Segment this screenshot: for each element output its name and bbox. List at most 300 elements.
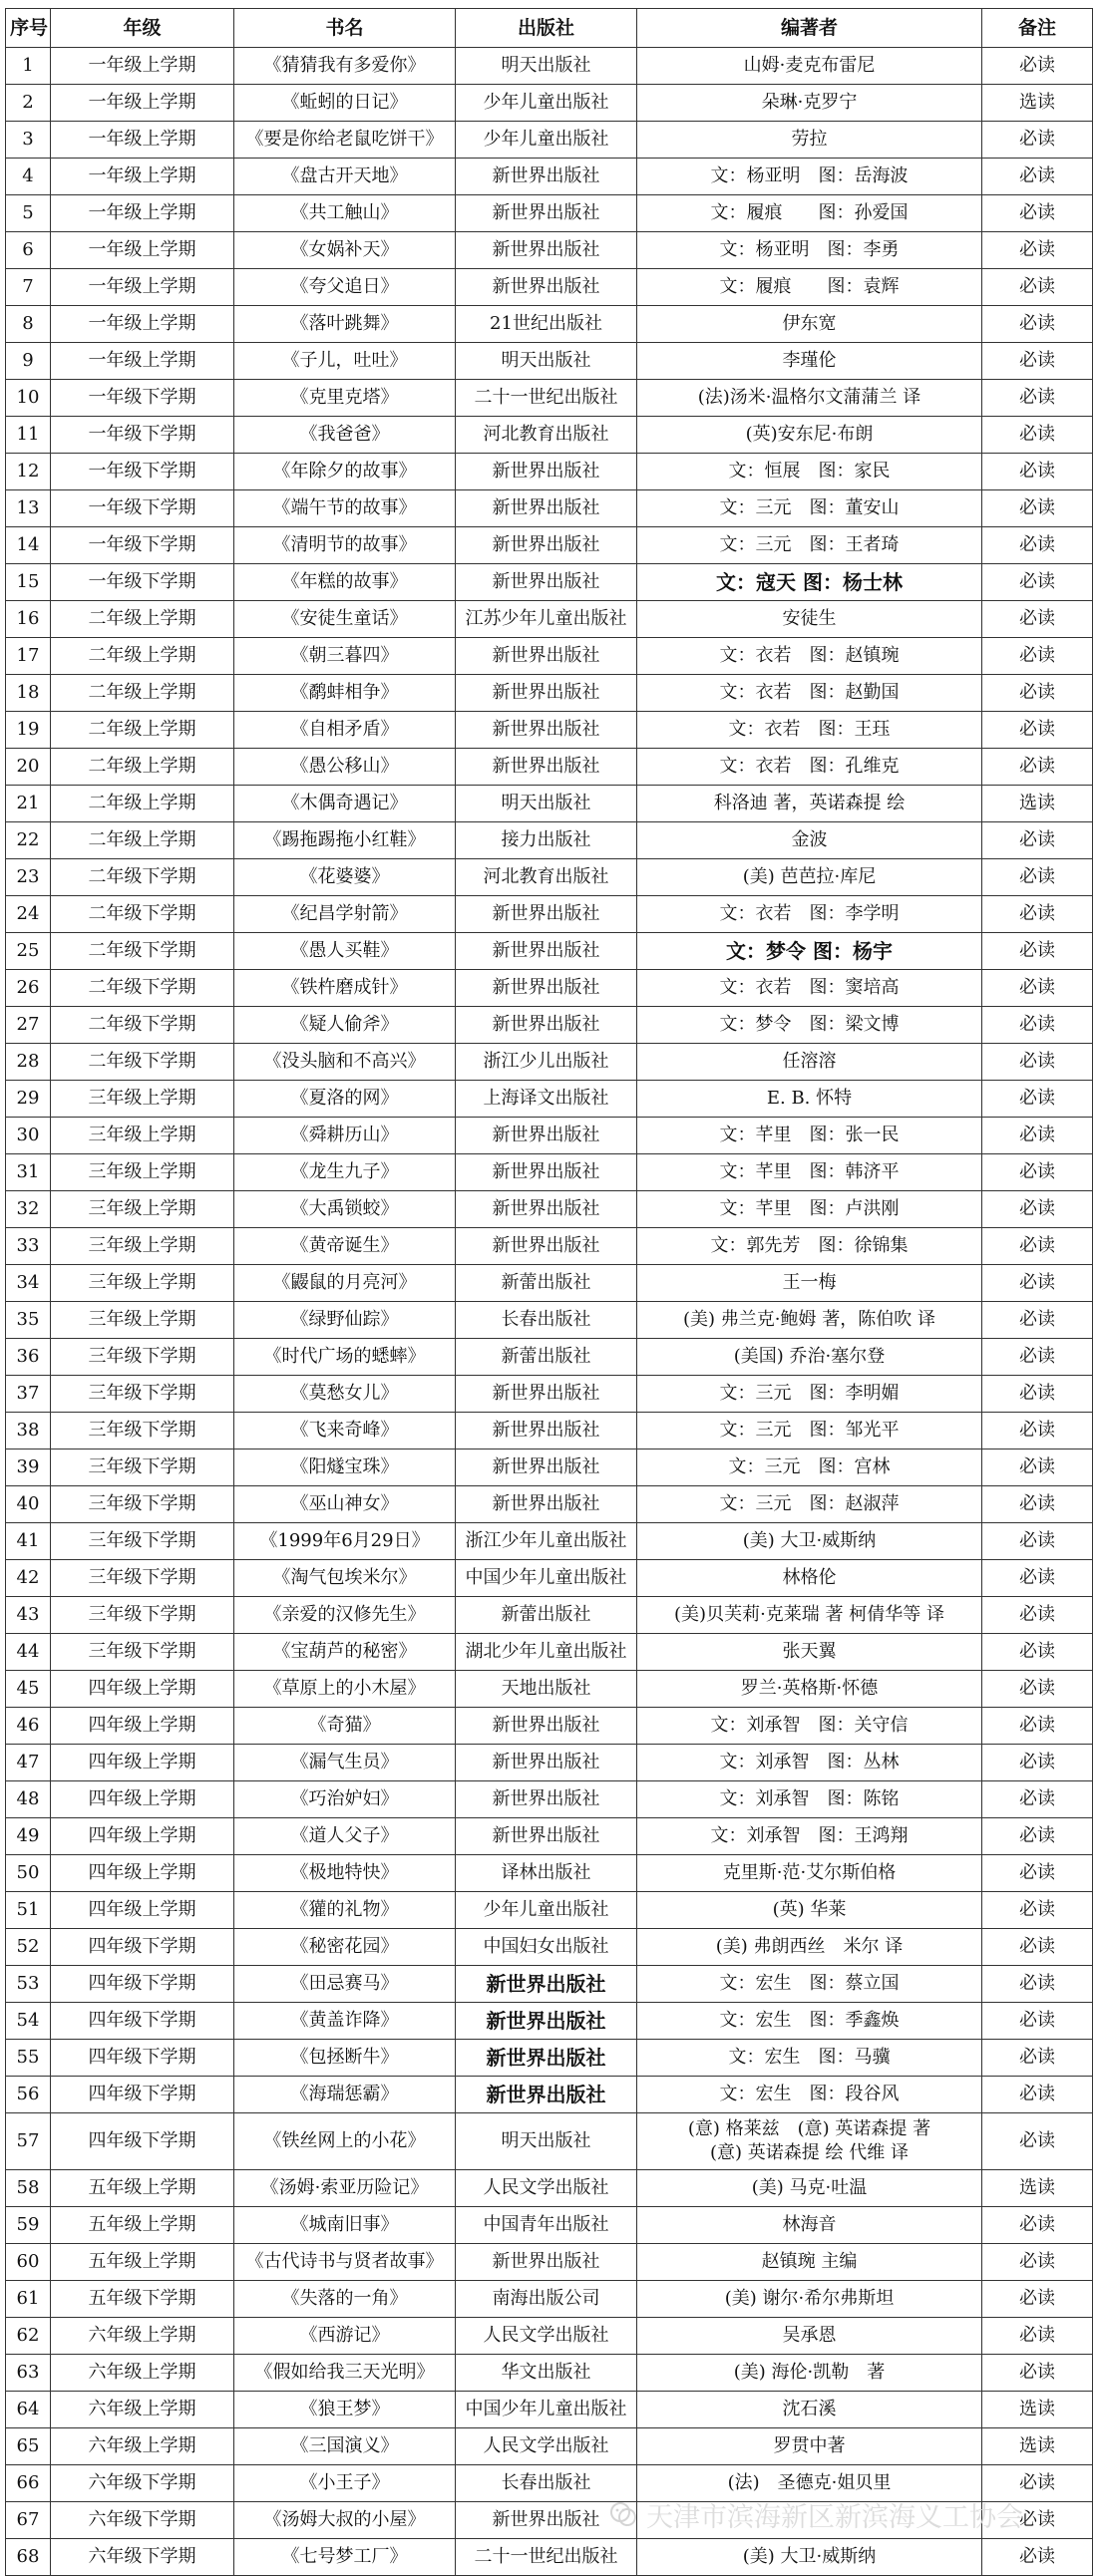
- cell-note: 必读: [982, 269, 1093, 306]
- cell-grade: 三年级下学期: [51, 1560, 234, 1597]
- cell-grade: 五年级上学期: [51, 2244, 234, 2281]
- cell-publisher: 二十一世纪出版社: [456, 2539, 637, 2576]
- cell-note: 必读: [982, 896, 1093, 933]
- cell-grade: 二年级下学期: [51, 933, 234, 970]
- cell-index: 68: [6, 2539, 51, 2576]
- cell-author: 文：三元 图：赵淑萍: [637, 1486, 982, 1523]
- cell-publisher: 中国妇女出版社: [456, 1929, 637, 1966]
- cell-note: 选读: [982, 2392, 1093, 2428]
- cell-title: 《失落的一角》: [234, 2281, 456, 2318]
- cell-note: 必读: [982, 490, 1093, 527]
- cell-note: 必读: [982, 601, 1093, 638]
- cell-index: 8: [6, 306, 51, 343]
- cell-grade: 一年级下学期: [51, 417, 234, 454]
- header-title: 书名: [234, 9, 456, 48]
- cell-author: 文：刘承智 图：关守信: [637, 1708, 982, 1745]
- cell-note: 必读: [982, 675, 1093, 712]
- cell-index: 28: [6, 1044, 51, 1081]
- cell-publisher: 新世界出版社: [456, 195, 637, 232]
- cell-note: 选读: [982, 2170, 1093, 2207]
- cell-index: 34: [6, 1265, 51, 1302]
- cell-title: 《獾的礼物》: [234, 1892, 456, 1929]
- cell-title: 《奇猫》: [234, 1708, 456, 1745]
- cell-grade: 一年级上学期: [51, 85, 234, 122]
- cell-grade: 六年级下学期: [51, 2465, 234, 2502]
- cell-grade: 一年级上学期: [51, 306, 234, 343]
- cell-index: 31: [6, 1154, 51, 1191]
- table-row: [6, 1191, 1093, 1228]
- table-row: [6, 638, 1093, 675]
- cell-index: 24: [6, 896, 51, 933]
- cell-title: 《黄帝诞生》: [234, 1228, 456, 1265]
- cell-note: 必读: [982, 2281, 1093, 2318]
- cell-publisher: 浙江少儿出版社: [456, 1044, 637, 1081]
- table-row: [6, 2113, 1093, 2170]
- cell-author: E. B. 怀特: [637, 1081, 982, 1118]
- cell-grade: 三年级下学期: [51, 1634, 234, 1671]
- cell-grade: 四年级上学期: [51, 1818, 234, 1855]
- cell-author: 金波: [637, 822, 982, 859]
- cell-author: (美国) 乔治·塞尔登: [637, 1339, 982, 1376]
- cell-index: 17: [6, 638, 51, 675]
- cell-title: 《大禹锁蛟》: [234, 1191, 456, 1228]
- cell-publisher: 新世界出版社: [456, 712, 637, 749]
- cell-grade: 四年级下学期: [51, 2003, 234, 2040]
- cell-author: 文：衣若 图：李学明: [637, 896, 982, 933]
- table-row: [6, 712, 1093, 749]
- cell-publisher: 新世界出版社: [456, 1708, 637, 1745]
- cell-title: 《清明节的故事》: [234, 527, 456, 564]
- cell-index: 30: [6, 1118, 51, 1154]
- cell-publisher: 新世界出版社: [456, 2502, 637, 2539]
- cell-index: 9: [6, 343, 51, 380]
- table-row: [6, 2465, 1093, 2502]
- table-header-row: [6, 9, 1093, 48]
- cell-index: 1: [6, 48, 51, 85]
- table-row: [6, 1671, 1093, 1708]
- cell-title: 《三国演义》: [234, 2428, 456, 2465]
- cell-index: 2: [6, 85, 51, 122]
- cell-index: 25: [6, 933, 51, 970]
- table-row: [6, 2539, 1093, 2576]
- cell-title: 《年糕的故事》: [234, 564, 456, 601]
- cell-grade: 五年级上学期: [51, 2170, 234, 2207]
- cell-author: (美) 弗兰克·鲍姆 著，陈伯吹 译: [637, 1302, 982, 1339]
- cell-author: 文：衣若 图：窦培高: [637, 970, 982, 1007]
- cell-index: 3: [6, 122, 51, 159]
- cell-index: 54: [6, 2003, 51, 2040]
- cell-grade: 四年级下学期: [51, 1966, 234, 2003]
- cell-publisher: 中国青年出版社: [456, 2207, 637, 2244]
- cell-title: 《狼王梦》: [234, 2392, 456, 2428]
- cell-title: 《自相矛盾》: [234, 712, 456, 749]
- table-row: [6, 786, 1093, 822]
- cell-author: 文：宏生 图：段谷风: [637, 2077, 982, 2113]
- cell-grade: 三年级下学期: [51, 1449, 234, 1486]
- cell-grade: 二年级上学期: [51, 675, 234, 712]
- cell-author: 伊东宽: [637, 306, 982, 343]
- cell-grade: 四年级上学期: [51, 1708, 234, 1745]
- cell-title: 《飞来奇峰》: [234, 1413, 456, 1449]
- cell-publisher: 明天出版社: [456, 786, 637, 822]
- cell-index: 15: [6, 564, 51, 601]
- table-row: [6, 2428, 1093, 2465]
- table-row: [6, 1560, 1093, 1597]
- cell-index: 61: [6, 2281, 51, 2318]
- cell-title: 《疑人偷斧》: [234, 1007, 456, 1044]
- cell-title: 《绿野仙踪》: [234, 1302, 456, 1339]
- cell-author: (美) 弗朗西丝 米尔 译: [637, 1929, 982, 1966]
- cell-note: 必读: [982, 159, 1093, 195]
- cell-author: 罗兰·英格斯·怀德: [637, 1671, 982, 1708]
- cell-publisher: 人民文学出版社: [456, 2428, 637, 2465]
- cell-publisher: 新世界出版社: [456, 159, 637, 195]
- cell-publisher: 浙江少年儿童出版社: [456, 1523, 637, 1560]
- cell-note: 必读: [982, 232, 1093, 269]
- cell-author: (英)安东尼·布朗: [637, 417, 982, 454]
- cell-grade: 一年级下学期: [51, 527, 234, 564]
- cell-index: 32: [6, 1191, 51, 1228]
- cell-author: 劳拉: [637, 122, 982, 159]
- cell-author: 文：刘承智 图：陈铭: [637, 1781, 982, 1818]
- cell-publisher: 长春出版社: [456, 1302, 637, 1339]
- cell-grade: 三年级下学期: [51, 1376, 234, 1413]
- table-row: [6, 1376, 1093, 1413]
- table-row: [6, 1818, 1093, 1855]
- cell-author: 罗贯中著: [637, 2428, 982, 2465]
- cell-title: 《落叶跳舞》: [234, 306, 456, 343]
- cell-title: 《汤姆·索亚历险记》: [234, 2170, 456, 2207]
- cell-note: 必读: [982, 1708, 1093, 1745]
- cell-publisher: 新世界出版社: [456, 490, 637, 527]
- cell-note: 必读: [982, 1818, 1093, 1855]
- cell-title: 《要是你给老鼠吃饼干》: [234, 122, 456, 159]
- cell-publisher: 少年儿童出版社: [456, 85, 637, 122]
- table-row: [6, 380, 1093, 417]
- cell-index: 52: [6, 1929, 51, 1966]
- cell-index: 16: [6, 601, 51, 638]
- cell-publisher: 新蕾出版社: [456, 1265, 637, 1302]
- cell-note: 必读: [982, 1449, 1093, 1486]
- cell-grade: 二年级上学期: [51, 822, 234, 859]
- cell-publisher: 新世界出版社: [456, 970, 637, 1007]
- cell-publisher: 新世界出版社: [456, 527, 637, 564]
- cell-note: 必读: [982, 1118, 1093, 1154]
- cell-grade: 三年级上学期: [51, 1081, 234, 1118]
- table-row: [6, 2355, 1093, 2392]
- cell-grade: 二年级上学期: [51, 786, 234, 822]
- cell-index: 48: [6, 1781, 51, 1818]
- cell-grade: 一年级上学期: [51, 343, 234, 380]
- cell-publisher: 河北教育出版社: [456, 417, 637, 454]
- cell-note: 必读: [982, 195, 1093, 232]
- cell-title: 《巧治妒妇》: [234, 1781, 456, 1818]
- cell-author: 文：郭先芳 图：徐锦集: [637, 1228, 982, 1265]
- cell-publisher: 中国少年儿童出版社: [456, 1560, 637, 1597]
- cell-index: 51: [6, 1892, 51, 1929]
- cell-grade: 一年级上学期: [51, 195, 234, 232]
- cell-note: 必读: [982, 122, 1093, 159]
- cell-note: 必读: [982, 454, 1093, 490]
- reading-list-table: [5, 8, 1093, 2576]
- cell-index: 56: [6, 2077, 51, 2113]
- cell-index: 59: [6, 2207, 51, 2244]
- cell-publisher: 江苏少年儿童出版社: [456, 601, 637, 638]
- table-row: [6, 1745, 1093, 1781]
- cell-author: 文：芊里 图：张一民: [637, 1118, 982, 1154]
- cell-note: 必读: [982, 1228, 1093, 1265]
- cell-author: 文：杨亚明 图：岳海波: [637, 159, 982, 195]
- cell-index: 18: [6, 675, 51, 712]
- cell-author: 文：三元 图：王者琦: [637, 527, 982, 564]
- cell-publisher: 新世界出版社: [456, 1191, 637, 1228]
- cell-title: 《七号梦工厂》: [234, 2539, 456, 2576]
- cell-publisher: 新世界出版社: [456, 1781, 637, 1818]
- cell-author: (美) 芭芭拉·库尼: [637, 859, 982, 896]
- cell-index: 63: [6, 2355, 51, 2392]
- cell-note: 必读: [982, 2318, 1093, 2355]
- cell-publisher: 新蕾出版社: [456, 1339, 637, 1376]
- cell-title: 《猜猜我有多爱你》: [234, 48, 456, 85]
- cell-title: 《亲爱的汉修先生》: [234, 1597, 456, 1634]
- cell-title: 《安徒生童话》: [234, 601, 456, 638]
- cell-grade: 四年级上学期: [51, 1671, 234, 1708]
- cell-index: 20: [6, 749, 51, 786]
- table-row: [6, 2077, 1093, 2113]
- cell-note: 必读: [982, 1081, 1093, 1118]
- cell-note: 必读: [982, 2244, 1093, 2281]
- cell-note: 必读: [982, 2113, 1093, 2170]
- cell-publisher: 新世界出版社: [456, 638, 637, 675]
- cell-author: 朵琳·克罗宁: [637, 85, 982, 122]
- table-row: [6, 1781, 1093, 1818]
- cell-title: 《盘古开天地》: [234, 159, 456, 195]
- cell-publisher: 21世纪出版社: [456, 306, 637, 343]
- table-row: [6, 1118, 1093, 1154]
- cell-grade: 二年级下学期: [51, 970, 234, 1007]
- cell-note: 必读: [982, 1302, 1093, 1339]
- table-row: [6, 896, 1093, 933]
- table-row: [6, 2207, 1093, 2244]
- cell-title: 《道人父子》: [234, 1818, 456, 1855]
- cell-publisher: 新世界出版社: [456, 1007, 637, 1044]
- cell-author: 文：三元 图：董安山: [637, 490, 982, 527]
- cell-note: 必读: [982, 2355, 1093, 2392]
- cell-author: 林格伦: [637, 1560, 982, 1597]
- cell-author: (美) 谢尔·希尔弗斯坦: [637, 2281, 982, 2318]
- cell-note: 必读: [982, 1892, 1093, 1929]
- cell-note: 必读: [982, 749, 1093, 786]
- cell-title: 《时代广场的蟋蟀》: [234, 1339, 456, 1376]
- table-row: [6, 1265, 1093, 1302]
- cell-publisher: 新世界出版社: [456, 1745, 637, 1781]
- cell-author: 文：衣若 图：王珏: [637, 712, 982, 749]
- cell-note: 必读: [982, 48, 1093, 85]
- cell-author: 张天翼: [637, 1634, 982, 1671]
- cell-author: (法) 圣德克·姐贝里: [637, 2465, 982, 2502]
- cell-grade: 四年级上学期: [51, 1892, 234, 1929]
- cell-index: 66: [6, 2465, 51, 2502]
- cell-index: 35: [6, 1302, 51, 1339]
- cell-title: 《宝葫芦的秘密》: [234, 1634, 456, 1671]
- table-row: [6, 1486, 1093, 1523]
- cell-publisher: 新世界出版社: [456, 2244, 637, 2281]
- cell-title: 《秘密花园》: [234, 1929, 456, 1966]
- cell-note: 必读: [982, 859, 1093, 896]
- cell-index: 4: [6, 159, 51, 195]
- cell-note: 必读: [982, 1855, 1093, 1892]
- cell-title: 《朝三暮四》: [234, 638, 456, 675]
- table-row: [6, 2392, 1093, 2428]
- cell-publisher: 中国少年儿童出版社: [456, 2392, 637, 2428]
- table-row: [6, 232, 1093, 269]
- cell-index: 62: [6, 2318, 51, 2355]
- table-row: [6, 970, 1093, 1007]
- cell-author: 文：衣若 图：赵勤国: [637, 675, 982, 712]
- table-row: [6, 2502, 1093, 2539]
- cell-title: 《愚人买鞋》: [234, 933, 456, 970]
- cell-grade: 四年级下学期: [51, 1929, 234, 1966]
- cell-title: 《舜耕历山》: [234, 1118, 456, 1154]
- cell-grade: 四年级下学期: [51, 2077, 234, 2113]
- cell-author: 文：履痕 图：孙爱国: [637, 195, 982, 232]
- cell-title: 《城南旧事》: [234, 2207, 456, 2244]
- cell-note: 必读: [982, 564, 1093, 601]
- cell-author: 文：刘承智 图：丛林: [637, 1745, 982, 1781]
- cell-grade: 四年级上学期: [51, 1855, 234, 1892]
- cell-author: 文：三元 图：宫林: [637, 1449, 982, 1486]
- cell-index: 42: [6, 1560, 51, 1597]
- cell-index: 36: [6, 1339, 51, 1376]
- cell-note: 必读: [982, 1560, 1093, 1597]
- cell-author: 文：衣若 图：孔维克: [637, 749, 982, 786]
- cell-index: 6: [6, 232, 51, 269]
- table-row: [6, 417, 1093, 454]
- cell-title: 《端午节的故事》: [234, 490, 456, 527]
- cell-note: 必读: [982, 306, 1093, 343]
- cell-note: 必读: [982, 2539, 1093, 2576]
- cell-author: 文：宏生 图：季鑫焕: [637, 2003, 982, 2040]
- cell-author: 文：宏生 图：马骥: [637, 2040, 982, 2077]
- cell-note: 必读: [982, 638, 1093, 675]
- table-row: [6, 2318, 1093, 2355]
- cell-title: 《没头脑和不高兴》: [234, 1044, 456, 1081]
- cell-publisher: 天地出版社: [456, 1671, 637, 1708]
- table-row: [6, 933, 1093, 970]
- cell-author: 安徒生: [637, 601, 982, 638]
- cell-index: 39: [6, 1449, 51, 1486]
- cell-note: 必读: [982, 1966, 1093, 2003]
- cell-grade: 三年级上学期: [51, 1191, 234, 1228]
- cell-publisher: 新世界出版社: [456, 454, 637, 490]
- cell-note: 必读: [982, 1597, 1093, 1634]
- cell-grade: 二年级下学期: [51, 859, 234, 896]
- cell-author: 文：梦令 图：杨宇: [637, 933, 982, 970]
- cell-note: 必读: [982, 933, 1093, 970]
- cell-title: 《龙生九子》: [234, 1154, 456, 1191]
- cell-author: 文：宏生 图：蔡立国: [637, 1966, 982, 2003]
- table-row: [6, 2244, 1093, 2281]
- cell-publisher: 新世界出版社: [456, 1376, 637, 1413]
- table-row: [6, 822, 1093, 859]
- cell-publisher: 湖北少年儿童出版社: [456, 1634, 637, 1671]
- cell-title: 《巫山神女》: [234, 1486, 456, 1523]
- cell-author: 文：杨亚明 图：李勇: [637, 232, 982, 269]
- cell-author: (美) 马克·吐温: [637, 2170, 982, 2207]
- cell-title: 《草原上的小木屋》: [234, 1671, 456, 1708]
- cell-grade: 一年级下学期: [51, 490, 234, 527]
- cell-author: 文：芊里 图：韩济平: [637, 1154, 982, 1191]
- cell-note: 必读: [982, 1376, 1093, 1413]
- cell-title: 《漏气生员》: [234, 1745, 456, 1781]
- table-row: [6, 601, 1093, 638]
- table-row: [6, 195, 1093, 232]
- cell-author: (法)汤米·温格尔文蒲蒲兰 译: [637, 380, 982, 417]
- table-row: [6, 1449, 1093, 1486]
- cell-publisher: 新世界出版社: [456, 675, 637, 712]
- cell-note: 必读: [982, 2077, 1093, 2113]
- table-row: [6, 527, 1093, 564]
- cell-grade: 六年级上学期: [51, 2355, 234, 2392]
- cell-title: 《木偶奇遇记》: [234, 786, 456, 822]
- cell-title: 《蚯蚓的日记》: [234, 85, 456, 122]
- cell-author: 任溶溶: [637, 1044, 982, 1081]
- cell-note: 必读: [982, 970, 1093, 1007]
- table-row: [6, 122, 1093, 159]
- cell-note: 必读: [982, 1154, 1093, 1191]
- cell-grade: 二年级上学期: [51, 749, 234, 786]
- cell-author: 赵镇琬 主编: [637, 2244, 982, 2281]
- cell-note: 选读: [982, 786, 1093, 822]
- table-row: [6, 269, 1093, 306]
- table-row: [6, 675, 1093, 712]
- cell-grade: 五年级上学期: [51, 2207, 234, 2244]
- cell-author: 沈石溪: [637, 2392, 982, 2428]
- cell-grade: 三年级下学期: [51, 1413, 234, 1449]
- cell-title: 《子儿，吐吐》: [234, 343, 456, 380]
- table-row: [6, 1302, 1093, 1339]
- cell-grade: 六年级下学期: [51, 2539, 234, 2576]
- cell-index: 41: [6, 1523, 51, 1560]
- cell-publisher: 新世界出版社: [456, 896, 637, 933]
- cell-publisher: 新世界出版社: [456, 232, 637, 269]
- cell-index: 7: [6, 269, 51, 306]
- cell-grade: 一年级上学期: [51, 48, 234, 85]
- table-row: [6, 343, 1093, 380]
- cell-publisher: 新世界出版社: [456, 2077, 637, 2113]
- cell-title: 《踢拖踢拖小红鞋》: [234, 822, 456, 859]
- cell-note: 必读: [982, 1929, 1093, 1966]
- cell-title: 《田忌赛马》: [234, 1966, 456, 2003]
- cell-note: 必读: [982, 2003, 1093, 2040]
- cell-title: 《愚公移山》: [234, 749, 456, 786]
- cell-note: 必读: [982, 1191, 1093, 1228]
- cell-author: 李瑾伦: [637, 343, 982, 380]
- table-row: [6, 1044, 1093, 1081]
- cell-note: 必读: [982, 2207, 1093, 2244]
- cell-note: 选读: [982, 85, 1093, 122]
- cell-author: 文：恒展 图：家民: [637, 454, 982, 490]
- cell-title: 《鼹鼠的月亮河》: [234, 1265, 456, 1302]
- cell-index: 46: [6, 1708, 51, 1745]
- cell-grade: 四年级下学期: [51, 2113, 234, 2170]
- cell-publisher: 明天出版社: [456, 2113, 637, 2170]
- cell-author: 文：寇天 图：杨士林: [637, 564, 982, 601]
- cell-title: 《我爸爸》: [234, 417, 456, 454]
- cell-note: 必读: [982, 1781, 1093, 1818]
- cell-author: (美) 海伦·凯勒 著: [637, 2355, 982, 2392]
- cell-title: 《花婆婆》: [234, 859, 456, 896]
